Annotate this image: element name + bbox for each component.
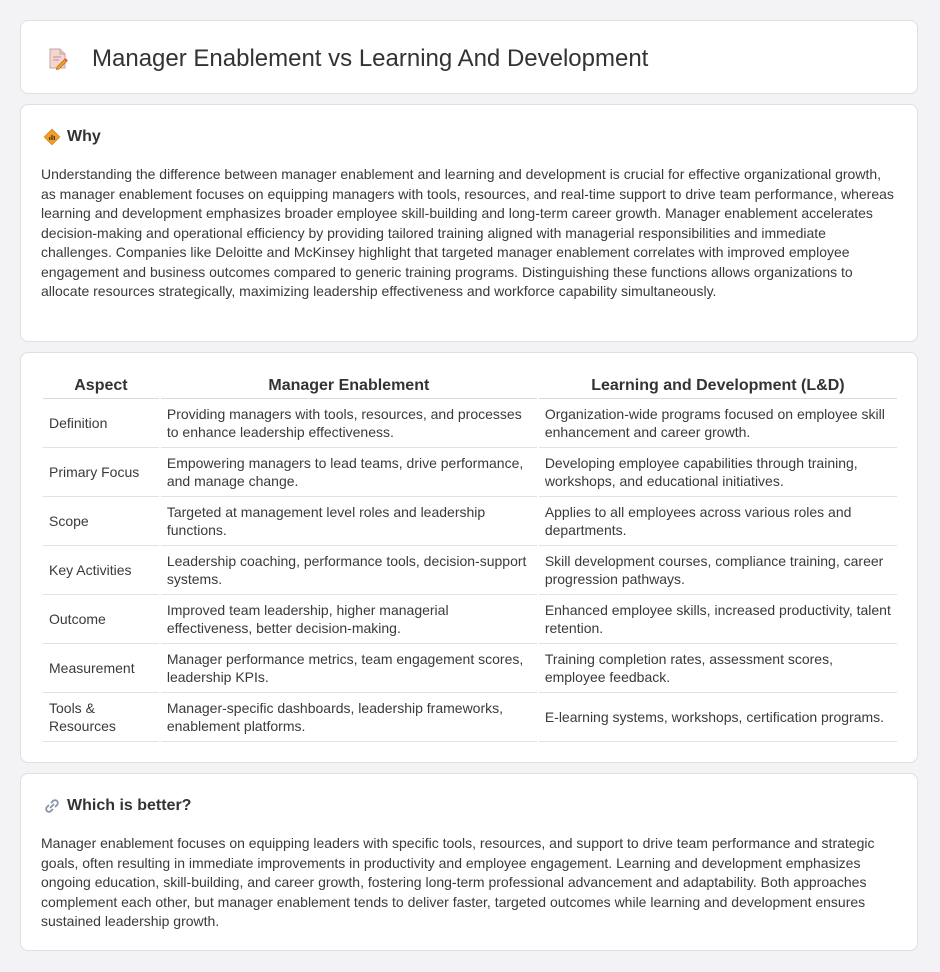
better-title: Which is better? <box>67 797 192 814</box>
aspect-cell: Outcome <box>43 595 159 644</box>
learning-development-cell: E-learning systems, workshops, certification programs. <box>539 693 897 742</box>
aspect-cell: Tools & Resources <box>43 693 159 742</box>
manager-enablement-cell: Manager performance metrics, team engagement scores, leadership KPIs. <box>161 644 537 693</box>
aspect-cell: Definition <box>43 399 159 448</box>
manager-enablement-cell: Providing managers with tools, resources, and processes to enhance leadership effectiveness. <box>161 399 537 448</box>
learning-development-cell: Organization-wide programs focused on employee skill enhancement and career growth. <box>539 399 897 448</box>
header-card <box>20 20 918 94</box>
table-row <box>43 497 897 546</box>
learning-development-cell: Developing employee capabilities through training, workshops, and educational initiatives. <box>539 448 897 497</box>
why-text: Understanding the difference between manager enablement and learning and development is crucial for effective organizational growth, as manager enablement focuses on equipping managers with tools, resources, and real-time support to drive team performance, whereas learning and development emphasizes broader employee skill-building and long-term career growth. Manager enablement accelerates decision-making and operational efficiency by providing tailored training aligned with managerial responsibilities and immediate challenges. Companies like Deloitte and McKinsey highlight that targeted manager enablement correlates with improved employee engagement and business outcomes compared to generic training programs. Distinguishing these functions allows organizations to allocate resources strategically, maximizing leadership effectiveness and workforce capability simultaneously. <box>41 166 894 299</box>
comparison-table <box>41 373 899 742</box>
manager-enablement-cell: Empowering managers to lead teams, drive performance, and manage change. <box>161 448 537 497</box>
which-is-better-section <box>20 773 918 951</box>
page-title: Manager Enablement vs Learning And Development <box>92 45 649 72</box>
why-section <box>20 104 918 342</box>
learning-development-cell: Training completion rates, assessment scores, employee feedback. <box>539 644 897 693</box>
table-row <box>43 399 897 448</box>
table-row <box>43 546 897 595</box>
better-heading <box>43 795 191 817</box>
manager-enablement-cell: Manager-specific dashboards, leadership frameworks, enablement platforms. <box>161 693 537 742</box>
manager-enablement-cell: Targeted at management level roles and leadership functions. <box>161 497 537 546</box>
header-manager-enablement: Manager Enablement <box>161 373 537 399</box>
table-row <box>43 693 897 742</box>
comparison-section <box>20 352 918 763</box>
header-aspect: Aspect <box>43 373 159 399</box>
aspect-cell: Primary Focus <box>43 448 159 497</box>
link-icon <box>43 797 61 815</box>
document-pencil-icon <box>48 48 68 70</box>
better-text: Manager enablement focuses on equipping leaders with specific tools, resources, and support to drive team performance and strategic goals, often resulting in immediate improvements in productivity and employee engagement. Learning and development emphasizes ongoing education, skill-building, and career growth, fostering long-term professional advancement and adaptability. Both approaches complement each other, but manager enablement tends to deliver faster, targeted outcomes while learning and development ensures sustained leadership growth. <box>41 835 875 929</box>
learning-development-cell: Enhanced employee skills, increased productivity, talent retention. <box>539 595 897 644</box>
table-row <box>43 448 897 497</box>
table-header-row <box>43 373 897 399</box>
why-heading <box>43 126 101 148</box>
manager-enablement-cell: Leadership coaching, performance tools, decision-support systems. <box>161 546 537 595</box>
table-row <box>43 595 897 644</box>
why-title: Why <box>67 128 101 145</box>
diamond-signal-icon <box>43 128 61 146</box>
header-learning-development: Learning and Development (L&D) <box>539 373 897 399</box>
table-row <box>43 644 897 693</box>
aspect-cell: Key Activities <box>43 546 159 595</box>
aspect-cell: Measurement <box>43 644 159 693</box>
learning-development-cell: Skill development courses, compliance training, career progression pathways. <box>539 546 897 595</box>
manager-enablement-cell: Improved team leadership, higher managerial effectiveness, better decision-making. <box>161 595 537 644</box>
learning-development-cell: Applies to all employees across various roles and departments. <box>539 497 897 546</box>
aspect-cell: Scope <box>43 497 159 546</box>
